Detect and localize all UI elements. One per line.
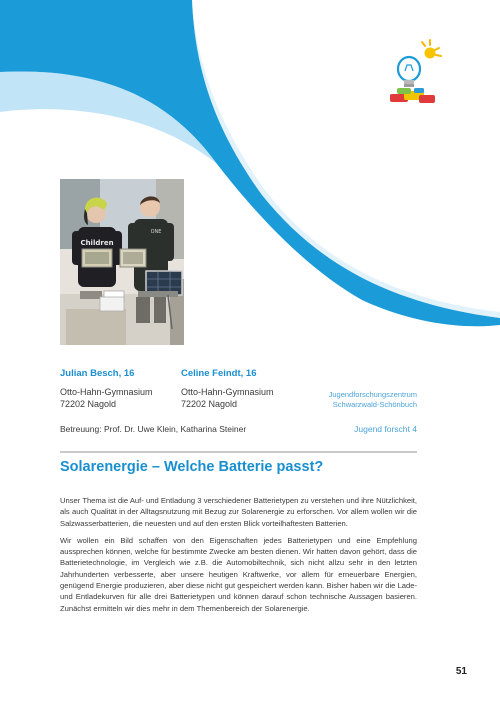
author-1 — [60, 368, 153, 410]
research-center-line1: Jugendforschungszentrum — [328, 390, 417, 399]
lightbulb-sun-logo-icon — [386, 38, 442, 110]
category-label: Jugend forscht 4 — [354, 424, 417, 434]
divider — [60, 451, 417, 453]
research-center — [300, 390, 417, 410]
page-number: 51 — [455, 666, 467, 677]
page-title: Solarenergie – Welche Batterie passt? — [60, 459, 324, 475]
author-1-city: 72202 Nagold — [60, 399, 117, 409]
photo-shirt-text-left: Children — [80, 239, 114, 247]
paragraph-1: Unser Thema ist die Auf- und Entladung 3 verschiedener Batterietypen zu verstehen und ihre Nützlichkeit, als auch Qualität in der Alltagsnutzung mit Bezug zur Solarenergie zu erforschen. Vor allem wollen wir die Salzwasserbatterien, die neuesten und auf den ersten Blick vorteilhaftesten Batterien. — [60, 496, 417, 528]
author-1-school: Otto-Hahn-Gymnasium — [60, 387, 153, 397]
paragraph-2: Wir wollen ein Bild schaffen von den Eigenschaften jedes Batterietypen und eine Empfehlung aussprechen können, welche für bestimmte Zwecke am besten dienen. Wir hatten davon gehört, dass die Batterietechnologie, im Vergleich wie z.B. die Automobiltechnik, sich nicht allzu sehr in den letzten Jahrhunderten verbesserte, aber unsere heutigen Kraftwerke, vor allem für erneuerbare Energien, genügend Energie produzieren, aber diese nicht gut gespeichert werden kann. Bisher haben wir die Lade- und Entladekurven für alle drei Batterietypen und können darauf schon technische Aussagen basieren. Zunächst ermitteln wir dies mehr in dem Themenbereich der Solarenergie. — [60, 535, 417, 613]
author-2 — [181, 368, 274, 410]
research-center-line2: Schwarzwald-Schönbuch — [332, 400, 417, 409]
author-photo — [60, 179, 184, 345]
photo-shirt-text-right: ONE — [150, 229, 162, 235]
author-2-school: Otto-Hahn-Gymnasium — [181, 387, 274, 397]
supervision-text: Betreuung: Prof. Dr. Uwe Klein, Katharina Steiner — [60, 424, 247, 434]
body-text — [60, 495, 417, 620]
author-2-name: Celine Feindt, 16 — [181, 368, 257, 379]
author-2-city: 72202 Nagold — [181, 399, 238, 409]
author-1-name: Julian Besch, 16 — [60, 368, 135, 379]
